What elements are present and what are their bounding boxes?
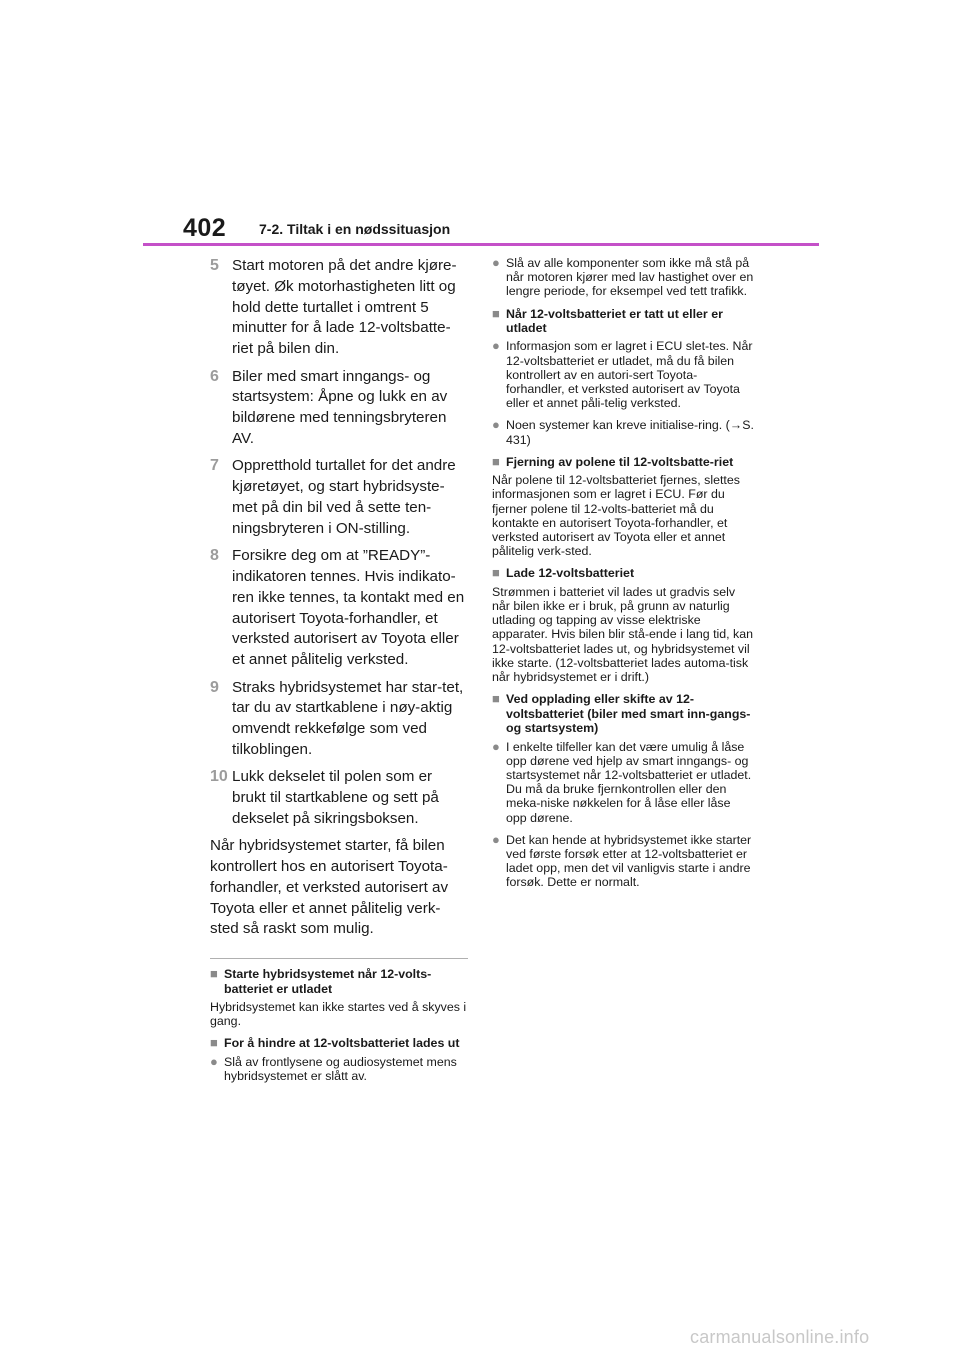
- page-number: 402: [183, 214, 227, 242]
- step-item: [210, 678, 468, 761]
- note-heading: [492, 307, 754, 336]
- note-heading-text: Når 12-voltsbatteriet er tatt ut eller er utladet: [506, 306, 723, 336]
- bullet-text: I enkelte tilfeller kan det være umulig å låse opp dørene ved hjelp av smart inngangs- og startsystemet når 12-voltsbatteriet er utladet. Du må da bruke fjernkontrollen eller den meka-niske nøkkelen for å låse eller låse opp dørene.: [506, 739, 752, 825]
- step-number: 8: [210, 547, 219, 565]
- note-heading: [492, 455, 754, 469]
- bullet-item: [492, 833, 754, 890]
- note-heading: [492, 692, 754, 735]
- note-heading: [210, 967, 468, 996]
- square-bullet-icon: ■: [492, 691, 500, 707]
- note-heading-text: Ved opplading eller skifte av 12-voltsbatteriet (biler med smart inn-gangs- og startsystem): [506, 692, 751, 736]
- note-body: Hybridsystemet kan ikke startes ved å skyves i gang.: [210, 1000, 467, 1029]
- step-text: Straks hybridsystemet har star-tet, tar du av startkablene i nøy-aktig omvendt rekkefølge som ved tilkoblingen.: [232, 678, 464, 758]
- step-text: Forsikre deg om at ”READY”-indikatoren tennes. Hvis indikato-ren ikke tennes, ta kontakt med en autorisert Toyota-forhandler, et verksted autorisert av Toyota eller et annet pålitelig verksted.: [232, 547, 465, 669]
- bullet-text: Slå av frontlysene og audiosystemet mens hybridsystemet er slått av.: [224, 1054, 457, 1084]
- round-bullet-icon: ●: [492, 417, 500, 433]
- bullet-item: [492, 339, 754, 410]
- note-heading-text: For å hindre at 12-voltsbatteriet lades ut: [224, 1036, 460, 1051]
- header-rule: [143, 243, 819, 246]
- step-text: Lukk dekselet til polen som er brukt til startkablene og sett på dekselet på sikringsboksen.: [232, 768, 439, 827]
- section-title: 7-2. Tiltak i en nødssituasjon: [259, 221, 451, 237]
- note-body: Strømmen i batteriet vil lades ut gradvis selv når bilen ikke er i bruk, på grunn av naturlig utlading og tapping av visse elektriske apparater. Hvis bilen blir stå-ende i lang tid, kan 12-voltsbatteriet lades ut, og hybridsystemet vil ikke starte. (12-voltsbatteriet lades automa-tisk når hybridsystemet er i drift.): [492, 584, 754, 685]
- watermark: carmanualsonline.info: [690, 1327, 870, 1347]
- step-item: [210, 456, 468, 539]
- note-body: Når polene til 12-voltsbatteriet fjernes, slettes informasjonen som er lagret i ECU. Før du fjerner polene til 12-volts-batteriet må du kontakte en autorisert Toyota-forhandler, et verksted autorisert av Toyota eller et annet pålitelig verk-sted.: [492, 473, 740, 559]
- square-bullet-icon: ■: [492, 305, 500, 321]
- note-heading-text: Fjerning av polene til 12-voltsbatte-riet: [506, 454, 734, 469]
- note-heading-text: Lade 12-voltsbatteriet: [506, 566, 635, 581]
- step-number: 9: [210, 678, 219, 696]
- square-bullet-icon: ■: [210, 1035, 218, 1051]
- note-heading: [492, 566, 754, 580]
- bullet-text: Det kan hende at hybridsystemet ikke starter ved første forsøk etter at 12-voltsbatteriet er ladet opp, men det vil vanligvis starte i andre forsøk. Dette er normalt.: [506, 832, 752, 890]
- step-item: [210, 256, 468, 360]
- bullet-item: [492, 256, 754, 299]
- square-bullet-icon: ■: [492, 565, 500, 581]
- step-text: Start motoren på det andre kjøre-tøyet. Øk motorhastigheten litt og hold dette turtallet i omtrent 5 minutter for å lade 12-voltsbatte-riet på bilen din.: [232, 257, 457, 358]
- step-number: 6: [210, 367, 219, 385]
- step-number: 5: [210, 257, 219, 274]
- round-bullet-icon: ●: [492, 338, 500, 354]
- step-number: 7: [210, 457, 219, 475]
- round-bullet-icon: ●: [492, 255, 500, 270]
- step-text: Oppretthold turtallet for det andre kjøretøyet, og start hybridsyste-met på din bil ved å sette ten-ningsbryteren i ON-stilling.: [232, 457, 456, 537]
- square-bullet-icon: ■: [492, 453, 500, 469]
- step-number: 10: [210, 768, 228, 786]
- bullet-item: [210, 1055, 468, 1083]
- step-item: [210, 767, 468, 829]
- bullet-text: Noen systemer kan kreve initialise-ring. (→S. 431): [506, 418, 754, 447]
- step-text: Biler med smart inngangs- og startsystem: Åpne og lukk en av bildørene med tenningsbryteren AV.: [232, 367, 448, 447]
- round-bullet-icon: ●: [210, 1053, 218, 1069]
- step-item: [210, 367, 468, 450]
- closing-paragraph: Når hybridsystemet starter, få bilen kontrollert hos en autorisert Toyota-forhandler, et verksted autorisert av Toyota eller et annet pålitelig verk-sted så raskt som mulig.: [210, 837, 449, 938]
- section-divider: [210, 958, 468, 959]
- bullet-text: Slå av alle komponenter som ikke må stå på når motoren kjører med lav hastighet over en lengre periode, for eksempel ved tett trafikk.: [506, 256, 754, 299]
- bullet-item: [492, 418, 754, 446]
- note-heading: [210, 1036, 468, 1050]
- bullet-text: Informasjon som er lagret i ECU slet-tes. Når 12-voltsbatteriet er utladet, må du få bilen kontrollert av en autori-sert Toyota-forhandler, et verksted autorisert av Toyota eller et annet påli-telig verksted.: [506, 339, 753, 411]
- square-bullet-icon: ■: [210, 966, 218, 982]
- left-column: [210, 256, 468, 1091]
- round-bullet-icon: ●: [492, 831, 500, 847]
- step-item: [210, 546, 468, 671]
- bullet-item: [492, 740, 754, 825]
- right-column: [492, 256, 754, 898]
- round-bullet-icon: ●: [492, 738, 500, 754]
- note-heading-text: Starte hybridsystemet når 12-volts-batteriet er utladet: [224, 967, 432, 996]
